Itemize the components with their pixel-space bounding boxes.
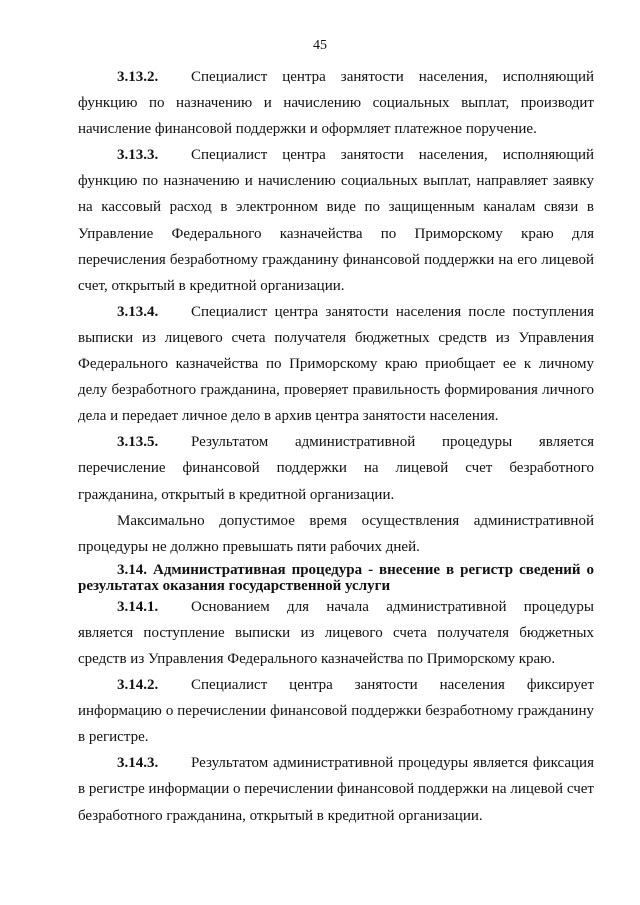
clause-number: 3.14.1. [117, 598, 159, 615]
document-body [78, 64, 594, 829]
paragraph-text: Специалист центра занятости населения, исполняющий функцию по назначению и начислению социальных выплат, направляет заявку на кассовый расход в электронном виде по защищенным каналам связи в Управление Федерального казначейства по Приморскому краю для перечисления безработному гражданину финансовой поддержки на его лицевой счет, открытый в кредитной организации. [78, 147, 594, 294]
paragraph-3-14-3 [78, 750, 594, 828]
clause-number: 3.13.2. [117, 69, 159, 85]
paragraph-text: Специалист центра занятости населения, исполняющий функцию по назначению и начислению социальных выплат, производит начисление финансовой поддержки и оформляет платежное поручение. [78, 69, 594, 138]
clause-number: 3.13.4. [117, 303, 159, 320]
clause-number: 3.14.3. [117, 755, 159, 772]
paragraph-max-time [78, 508, 594, 560]
paragraph-3-13-3 [78, 142, 594, 299]
clause-number: 3.14.2. [117, 677, 159, 694]
section-heading-3-14: 3.14. Административная процедура - внесение в регистр сведений о результатах оказания государственной услуги [78, 561, 594, 594]
paragraph-text: Основанием для начала административной процедуры является поступление выписки из лицевого счета получателя бюджетных средств из Управления Федерального казначейства по Приморскому краю. [78, 598, 594, 667]
paragraph-text: Специалист центра занятости населения фиксирует информацию о перечислении финансовой поддержки безработному гражданину в регистре. [78, 677, 594, 746]
paragraph-text: Максимально допустимое время осуществления административной процедуры не должно превышать пяти рабочих дней. [78, 512, 594, 555]
paragraph-3-13-5 [78, 429, 594, 507]
paragraph-text: Специалист центра занятости населения после поступления выписки из лицевого счета получателя бюджетных средств из Управления Федерального казначейства по Приморскому краю приобщает ее к личному делу безработного гражданина, проверяет правильность формирования личного дела и передает личное дело в архив центра занятости населения. [78, 303, 594, 425]
clause-number: 3.13.3. [117, 147, 159, 164]
page-number: 45 [313, 38, 327, 53]
paragraph-3-14-2 [78, 672, 594, 750]
paragraph-text: Результатом административной процедуры является фиксация в регистре информации о перечислении финансовой поддержки на лицевой счет безработного гражданина, открытый в кредитной организации. [78, 755, 594, 824]
paragraph-3-13-4 [78, 299, 594, 429]
paragraph-text: Результатом административной процедуры является перечисление финансовой поддержки на лицевой счет безработного гражданина, открытый в кредитной организации. [78, 434, 594, 503]
paragraph-3-14-1 [78, 594, 594, 672]
paragraph-3-13-2 [78, 64, 594, 142]
clause-number: 3.13.5. [117, 434, 159, 451]
